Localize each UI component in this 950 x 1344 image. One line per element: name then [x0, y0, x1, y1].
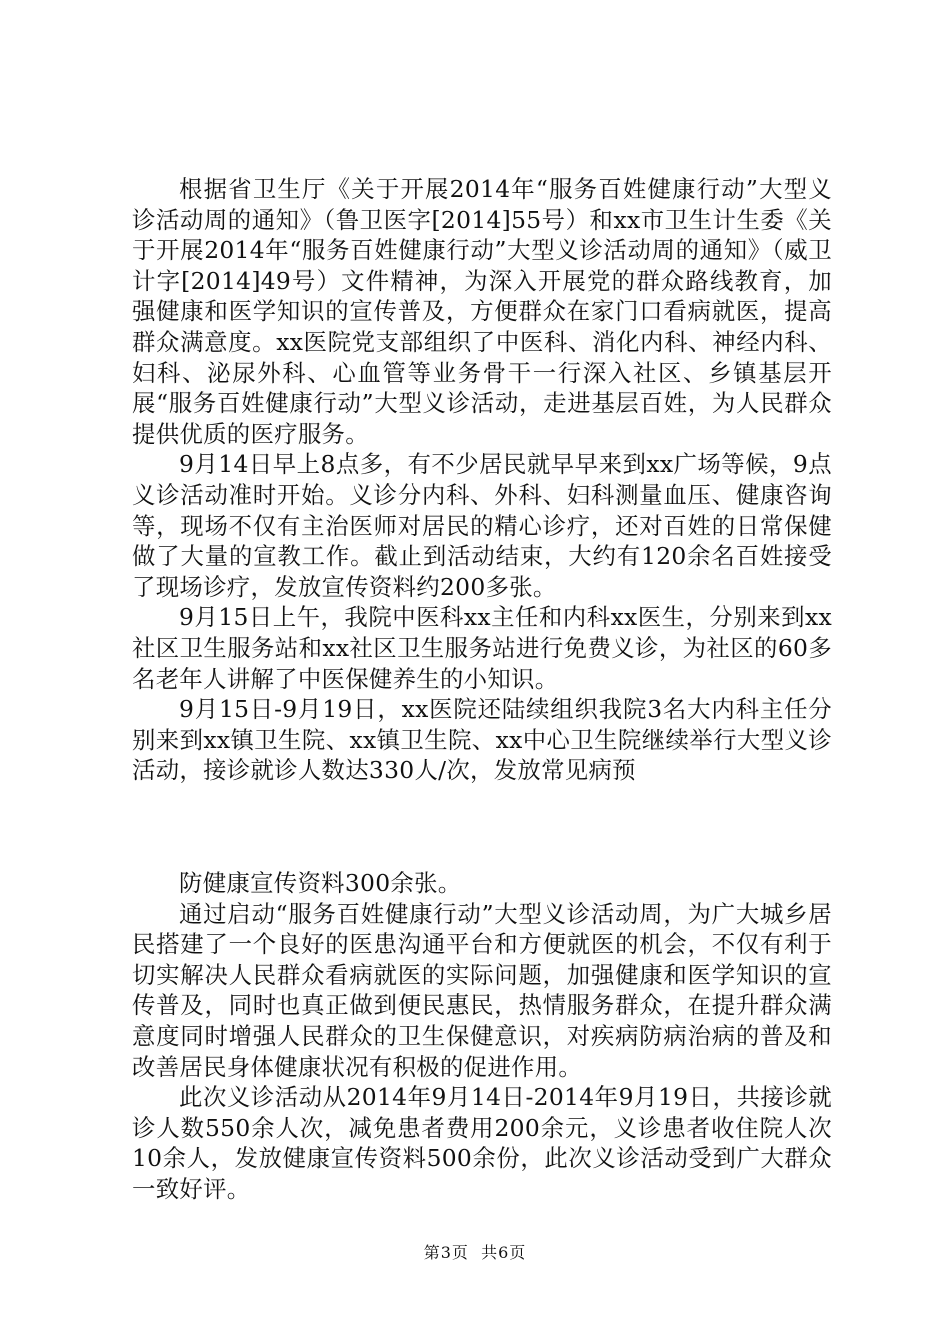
- text-block-upper: [132, 174, 832, 786]
- paragraph-sept15: 9月15日上午，我院中医科xx主任和内科xx医生，分别来到xx社区卫生服务站和xx社区卫生服务站进行免费义诊，为社区的60多名老年人讲解了中医保健养生的小知识。: [132, 603, 832, 693]
- paragraph-sept14: 9月14日早上8点多，有不少居民就早早来到xx广场等候，9点义诊活动准时开始。义诊分内科、外科、妇科测量血压、健康咨询等，现场不仅有主治医师对居民的精心诊疗，还对百姓的日常保健做了大量的宣教工作。截止到活动结束，大约有120余名百姓接受了现场诊疗，发放宣传资料约200多张。: [132, 450, 832, 601]
- paragraph-statistics: 此次义诊活动从2014年9月14日-2014年9月19日，共接诊就诊人数550余人次，减免患者费用200余元，义诊患者收住院人次10余人，发放健康宣传资料500余份，此次义诊活动受到广大群众一致好评。: [132, 1083, 832, 1203]
- paragraph-sept15-19: 9月15日-9月19日，xx医院还陆续组织我院3名大内科主任分别来到xx镇卫生院、xx镇卫生院、xx中心卫生院继续举行大型义诊活动，接诊就诊人数达330人/次，发放常见病预: [132, 695, 832, 785]
- paragraph-continuation: 防健康宣传资料300余张。: [179, 869, 462, 897]
- text-block-lower: [132, 868, 832, 1205]
- page-total: 共6页: [481, 1243, 527, 1262]
- page-footer: [0, 1240, 950, 1263]
- paragraph-summary: 通过启动“服务百姓健康行动”大型义诊活动周，为广大城乡居民搭建了一个良好的医患沟通平台和方便就医的机会，不仅有利于切实解决人民群众看病就医的实际问题，加强健康和医学知识的宣传普及，同时也真正做到便民惠民，热情服务群众，在提升群众满意度同时增强人民群众的卫生保健意识，对疾病防病治病的普及和改善居民身体健康状况有积极的促进作用。: [132, 899, 832, 1081]
- page-number: 第3页: [423, 1243, 469, 1262]
- paragraph-intro: 根据省卫生厅《关于开展2014年“服务百姓健康行动”大型义诊活动周的通知》（鲁卫医字[2014]55号）和xx市卫生计生委《关于开展2014年“服务百姓健康行动”大型义诊活动周的通知》（威卫计字[2014]49号）文件精神，为深入开展党的群众路线教育，加强健康和医学知识的宣传普及，方便群众在家门口看病就医，提高群众满意度。xx医院党支部组织了中医科、消化内科、神经内科、妇科、泌尿外科、心血管等业务骨干一行深入社区、乡镇基层开展“服务百姓健康行动”大型义诊活动，走进基层百姓，为人民群众提供优质的医疗服务。: [132, 175, 832, 448]
